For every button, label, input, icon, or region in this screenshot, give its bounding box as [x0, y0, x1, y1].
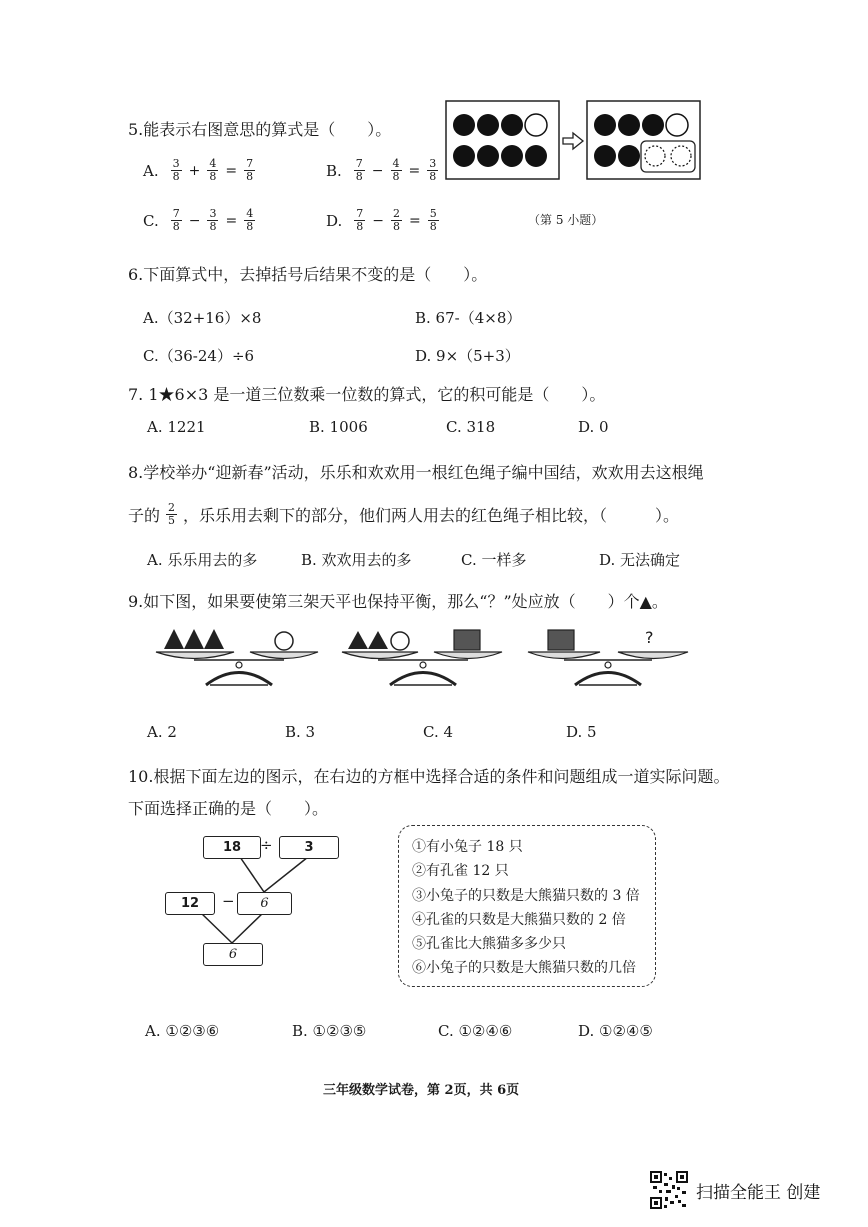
- balance-scale-2: [342, 630, 502, 685]
- diagram-box-divisor: 3: [279, 836, 339, 859]
- q9-option-d[interactable]: D. 5: [566, 723, 597, 741]
- fraction: $\frac{7}{8}$: [246, 157, 254, 183]
- q7-option-d[interactable]: D. 0: [578, 418, 609, 436]
- q8-line1: 8.学校举办“迎新春”活动，乐乐和欢欢用一根红色绳子编中国结，欢欢用去这根绳: [128, 463, 704, 482]
- q5-option-a[interactable]: A. $\frac{3}{8}$ + $\frac{4}{8}$ = $\frac{7}{8}$: [143, 157, 254, 183]
- q6-option-c[interactable]: C.（36-24）÷6: [143, 347, 255, 365]
- q10-option-d[interactable]: D. ①②④⑤: [578, 1022, 653, 1040]
- q9-option-b[interactable]: B. 3: [285, 723, 316, 741]
- q7-option-b[interactable]: B. 1006: [309, 418, 368, 436]
- q10-option-b[interactable]: B. ①②③⑤: [292, 1022, 367, 1040]
- q10-condition-4: ④孔雀的只数是大熊猫只数的 2 倍: [412, 912, 626, 928]
- q9-question-mark: ?: [645, 628, 654, 647]
- q6-option-a[interactable]: A.（32+16）×8: [143, 309, 262, 327]
- q10-condition-6: ⑥小兔子的只数是大熊猫只数的几倍: [412, 960, 636, 976]
- q5-stem: 5.能表示右图意思的算式是（ ）。: [128, 120, 392, 139]
- balance-scale-3: [528, 630, 688, 685]
- q6-option-d[interactable]: D. 9×（5+3）: [415, 347, 520, 365]
- q5-option-c[interactable]: C. $\frac{7}{8}$ − $\frac{3}{8}$ = $\frac{4}{8}$: [143, 207, 254, 233]
- q9-option-a[interactable]: A. 2: [147, 723, 177, 741]
- q8-line2: 子的 $\frac{2}{5}$ ，乐乐用去剩下的部分，他们两人用去的红色绳子相比较，（ ）。: [128, 501, 680, 527]
- q8-option-b[interactable]: B. 欢欢用去的多: [301, 551, 412, 569]
- diagram-minus-sign: −: [222, 892, 235, 910]
- diagram-divide-sign: ÷: [260, 836, 273, 854]
- q6-option-b[interactable]: B. 67-（4×8）: [415, 309, 522, 327]
- q10-option-c[interactable]: C. ①②④⑥: [438, 1022, 513, 1040]
- option-label: A.: [143, 161, 159, 180]
- q5-figure: [445, 100, 710, 180]
- q8-option-a[interactable]: A. 乐乐用去的多: [147, 551, 258, 569]
- q7-option-c[interactable]: C. 318: [446, 418, 496, 436]
- fraction: $\frac{3}{8}$: [172, 157, 180, 183]
- q8-option-d[interactable]: D. 无法确定: [599, 551, 681, 569]
- q9-option-c[interactable]: C. 4: [423, 723, 454, 741]
- q10-condition-5: ⑤孔雀比大熊猫多多少只: [412, 936, 566, 952]
- q7-stem: 7. 1★6×3 是一道三位数乘一位数的算式，它的积可能是（ ）。: [128, 385, 606, 404]
- q5-option-b[interactable]: B. $\frac{7}{8}$ − $\frac{4}{8}$ = $\frac{3}{8}$: [326, 157, 437, 183]
- balance-scale-1: [156, 629, 318, 685]
- diagram-box-dividend: 18: [203, 836, 261, 859]
- fraction: $\frac{4}{8}$: [209, 157, 217, 183]
- diagram-box-result: 6: [203, 943, 263, 966]
- page-footer: 三年级数学试卷，第 2页，共 6页: [323, 1083, 520, 1098]
- scanner-watermark: [650, 1171, 820, 1209]
- q10-line2: 下面选择正确的是（ ）。: [128, 799, 329, 818]
- q6-stem: 6.下面算式中，去掉括号后结果不变的是（ ）。: [128, 265, 488, 284]
- arrow-icon: [563, 133, 583, 149]
- qr-code-icon: [650, 1171, 688, 1209]
- q9-stem: 9.如下图，如果要使第三架天平也保持平衡，那么“？”处应放（ ）个▲。: [128, 592, 668, 611]
- q5-option-d[interactable]: D. $\frac{7}{8}$ − $\frac{2}{8}$ = $\frac{5}{8}$: [326, 207, 437, 233]
- q5-caption: （第 5 小题）: [528, 213, 604, 227]
- q7-option-a[interactable]: A. 1221: [147, 418, 206, 436]
- q10-condition-1: ①有小兔子 18 只: [412, 839, 523, 855]
- q10-condition-2: ②有孔雀 12 只: [412, 863, 509, 879]
- q8-option-c[interactable]: C. 一样多: [461, 551, 527, 569]
- q10-line1: 10.根据下面左边的图示，在右边的方框中选择合适的条件和问题组成一道实际问题。: [128, 767, 730, 786]
- q10-option-a[interactable]: A. ①②③⑥: [145, 1022, 220, 1040]
- q8-fraction: $\frac{2}{5}$: [168, 501, 176, 527]
- diagram-box-minuend: 12: [165, 892, 215, 915]
- diagram-box-subtrahend: 6: [237, 892, 292, 915]
- q10-condition-3: ③小兔子的只数是大熊猫只数的 3 倍: [412, 888, 640, 904]
- q9-balances: [150, 625, 695, 695]
- scanner-text: 扫描全能王 创建: [696, 1182, 821, 1203]
